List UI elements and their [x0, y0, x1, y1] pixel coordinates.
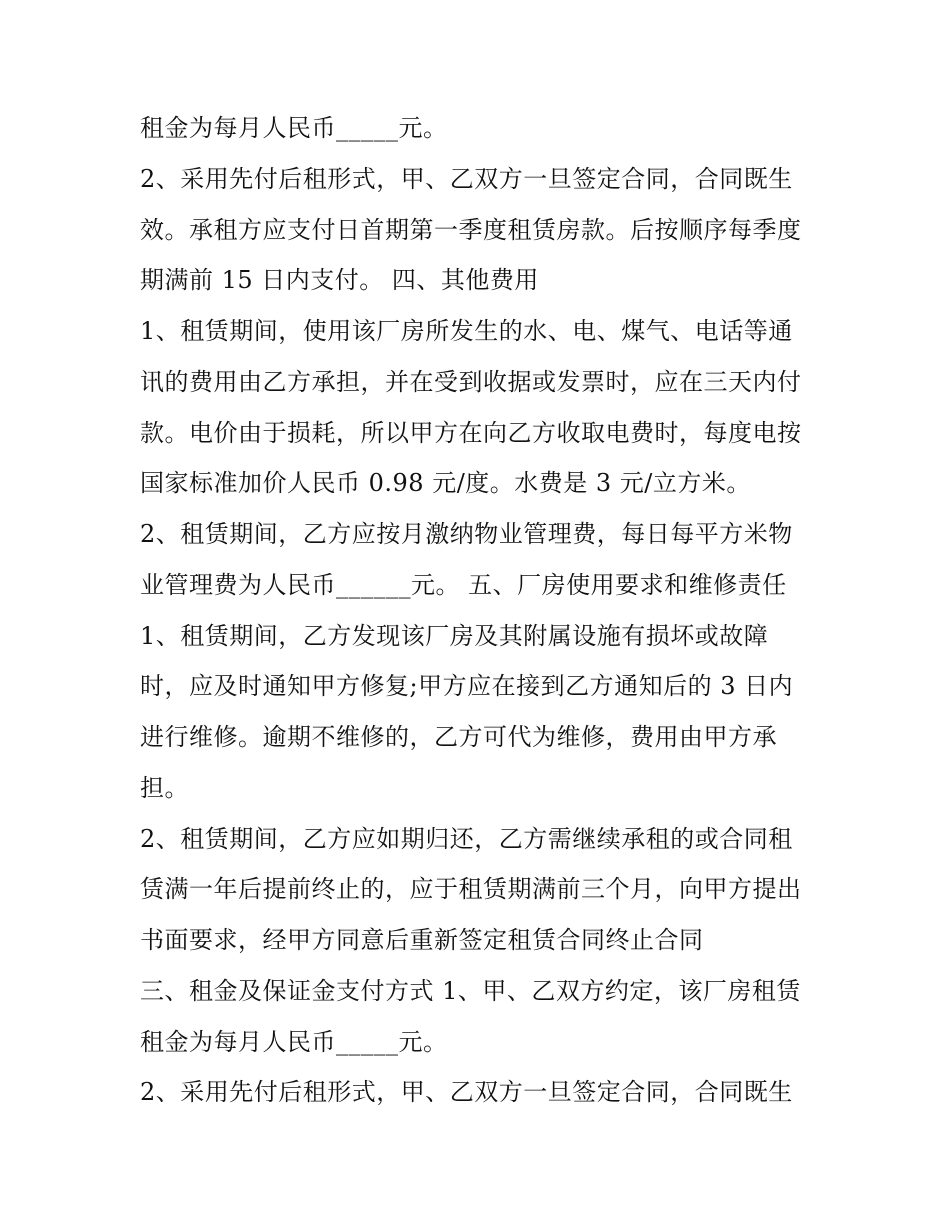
text-line: 业管理费为人民币______元。 五、厂房使用要求和维修责任 [140, 571, 787, 599]
text-line: 2、租赁期间，乙方应如期归还，乙方需继续承租的或合同租 [140, 825, 793, 853]
text-line: 租金为每月人民币_____元。 [140, 114, 448, 142]
text-line: 担。 [140, 774, 189, 802]
text-line: 2、采用先付后租形式，甲、乙双方一旦签定合同，合同既生 [140, 165, 793, 193]
text-line: 三、租金及保证金支付方式 1、甲、乙双方约定，该厂房租赁 [140, 977, 801, 1005]
text-line: 租金为每月人民币_____元。 [140, 1028, 448, 1056]
text-line: 1、租赁期间，使用该厂房所发生的水、电、煤气、电话等通 [140, 317, 793, 345]
text-line: 国家标准加价人民币 0.98 元/度。水费是 3 元/立方米。 [140, 469, 751, 497]
text-line: 1、租赁期间，乙方发现该厂房及其附属设施有损坏或故障 [140, 622, 769, 650]
text-line: 时，应及时通知甲方修复;甲方应在接到乙方通知后的 3 日内 [140, 672, 794, 700]
text-line: 期满前 15 日内支付。 四、其他费用 [140, 266, 539, 294]
text-line: 进行维修。逾期不维修的，乙方可代为维修，费用由甲方承 [140, 723, 777, 751]
text-line: 款。电价由于损耗，所以甲方在向乙方收取电费时，每度电按 [140, 419, 802, 447]
text-line: 2、采用先付后租形式，甲、乙双方一旦签定合同，合同既生 [140, 1078, 793, 1106]
text-line: 效。承租方应支付日首期第一季度租赁房款。后按顺序每季度 [140, 216, 802, 244]
text-line: 书面要求，经甲方同意后重新签定租赁合同终止合同 [140, 926, 704, 954]
text-line: 2、租赁期间，乙方应按月激纳物业管理费，每日每平方米物 [140, 520, 793, 548]
text-line: 赁满一年后提前终止的，应于租赁期满前三个月，向甲方提出 [140, 875, 802, 903]
text-line: 讯的费用由乙方承担，并在受到收据或发票时，应在三天内付 [140, 368, 802, 396]
